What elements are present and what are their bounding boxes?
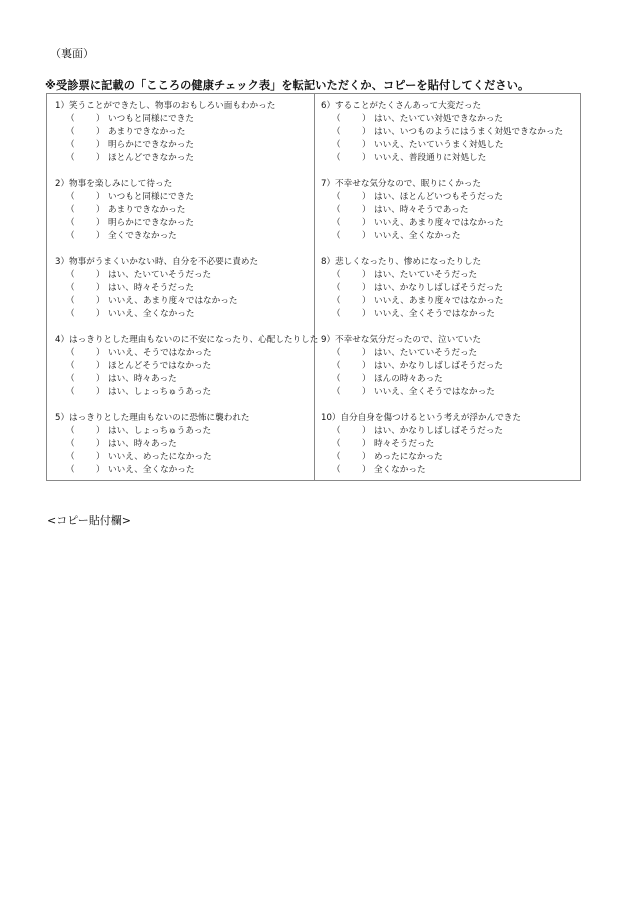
answer-checkbox-field[interactable]: [55, 126, 96, 139]
paren-close: ）: [362, 191, 371, 202]
question-title: 7）不幸せな気分なので、眠りにくかった: [321, 179, 481, 189]
answer-option-label: いつもと同様にできた: [108, 191, 194, 202]
paren-close: ）: [362, 269, 371, 280]
answer-option-label: はい、時々あった: [108, 373, 177, 384]
answer-option: [321, 386, 580, 399]
paren-close: ）: [96, 295, 105, 306]
answer-option-label: はい、時々そうであった: [374, 204, 469, 215]
answer-option: [55, 308, 314, 321]
answer-option: [55, 126, 314, 139]
paren-close: ）: [96, 451, 105, 462]
paren-open: （: [332, 438, 341, 449]
question-title: 6）することがたくさんあって大変だった: [321, 101, 482, 111]
answer-option: [55, 204, 314, 217]
answer-option-label: いつもと同様にできた: [108, 113, 194, 124]
paren-open: （: [66, 295, 75, 306]
answer-option-label: 時々そうだった: [374, 438, 435, 449]
answer-checkbox-field[interactable]: [55, 373, 96, 386]
page-side-label: （裏面）: [50, 47, 94, 60]
paren-open: （: [332, 360, 341, 371]
answer-checkbox-field[interactable]: [55, 308, 96, 321]
answer-option: [55, 217, 314, 230]
paren-close: ）: [362, 230, 371, 241]
answer-option: [321, 438, 580, 451]
question-block: [55, 334, 319, 412]
question-block: [321, 100, 580, 178]
paren-open: （: [332, 347, 341, 358]
paren-close: ）: [96, 282, 105, 293]
checklist-column-left: [47, 94, 319, 480]
paren-close: ）: [362, 451, 371, 462]
question-title: 10）自分自身を傷つけるという考えが浮かんできた: [321, 413, 521, 423]
paren-close: ）: [96, 191, 105, 202]
answer-option-label: はい、しょっちゅうあった: [108, 386, 212, 397]
answer-option-label: はい、たいてい対処できなかった: [374, 113, 503, 124]
answer-option: [55, 373, 314, 386]
answer-option: [321, 230, 580, 243]
answer-option-label: はい、たいていそうだった: [108, 269, 212, 280]
paren-open: （: [66, 386, 75, 397]
answer-checkbox-field[interactable]: [321, 126, 362, 139]
mental-health-checklist-table: [46, 93, 581, 481]
paren-open: （: [332, 425, 341, 436]
answer-option-label: はい、いつものようにはうまく対処できなかった: [374, 126, 564, 137]
paren-open: （: [332, 217, 341, 228]
paren-close: ）: [96, 217, 105, 228]
answer-option: [55, 269, 314, 282]
question-block: [55, 100, 314, 178]
answer-option-label: いいえ、そうではなかった: [108, 347, 212, 358]
answer-option: [321, 126, 580, 139]
paren-open: （: [66, 204, 75, 215]
paren-open: （: [66, 438, 75, 449]
paren-open: （: [332, 308, 341, 319]
paren-close: ）: [96, 139, 105, 150]
answer-option-label: 明らかにできなかった: [108, 217, 194, 228]
answer-option-label: ほとんどできなかった: [108, 152, 194, 163]
question-title: 2）物事を楽しみにして待った: [55, 179, 173, 189]
instruction-text: ※受診票に記載の「こころの健康チェック表」を転記いただくか、コピーを貼付してください。: [45, 79, 530, 92]
paren-close: ）: [96, 126, 105, 137]
paren-close: ）: [362, 347, 371, 358]
answer-checkbox-field[interactable]: [321, 373, 362, 386]
answer-option: [55, 191, 314, 204]
answer-option-label: あまりできなかった: [108, 204, 186, 215]
answer-option-label: あまりできなかった: [108, 126, 186, 137]
answer-option: [55, 360, 314, 373]
paren-close: ）: [96, 152, 105, 163]
answer-option: [55, 282, 314, 295]
paren-close: ）: [96, 360, 105, 371]
answer-option-label: いいえ、全くなかった: [374, 230, 461, 241]
answer-option: [321, 139, 580, 152]
answer-option: [321, 451, 580, 464]
question-block: [55, 256, 314, 334]
paren-open: （: [332, 113, 341, 124]
paren-close: ）: [96, 204, 105, 215]
paren-open: （: [332, 126, 341, 137]
question-title: 3）物事がうまくいかない時、自分を不必要に責めた: [55, 257, 259, 267]
answer-option-label: はい、しょっちゅうあった: [108, 425, 212, 436]
answer-option: [55, 425, 314, 438]
answer-option: [321, 191, 580, 204]
paren-close: ）: [362, 295, 371, 306]
answer-option-label: ほんの時々あった: [374, 373, 443, 384]
answer-option: [321, 347, 580, 360]
paren-open: （: [66, 217, 75, 228]
paren-open: （: [66, 308, 75, 319]
answer-option: [321, 308, 580, 321]
checklist-column-right: [315, 94, 580, 480]
answer-option: [55, 230, 314, 243]
answer-option: [321, 113, 580, 126]
answer-checkbox-field[interactable]: [55, 425, 96, 438]
paren-close: ）: [362, 438, 371, 449]
answer-option: [55, 113, 314, 126]
question-block: [321, 256, 580, 334]
answer-checkbox-field[interactable]: [321, 308, 362, 321]
paren-close: ）: [96, 230, 105, 241]
answer-checkbox-field[interactable]: [55, 139, 96, 152]
answer-option-label: いいえ、あまり度々ではなかった: [374, 295, 504, 306]
answer-checkbox-field[interactable]: [321, 204, 362, 217]
paren-close: ）: [96, 269, 105, 280]
answer-option: [55, 139, 314, 152]
answer-checkbox-field[interactable]: [321, 282, 362, 295]
paren-open: （: [66, 230, 75, 241]
answer-checkbox-field[interactable]: [321, 295, 362, 308]
answer-checkbox-field[interactable]: [55, 282, 96, 295]
paren-open: （: [332, 464, 341, 475]
answer-checkbox-field[interactable]: [55, 217, 96, 230]
paren-open: （: [66, 282, 75, 293]
answer-option-label: はい、かなりしばしばそうだった: [374, 282, 503, 293]
paren-close: ）: [362, 152, 371, 163]
answer-option-label: ほとんどそうではなかった: [108, 360, 212, 371]
paren-close: ）: [362, 360, 371, 371]
answer-checkbox-field[interactable]: [55, 295, 96, 308]
answer-option: [321, 295, 580, 308]
paren-open: （: [332, 269, 341, 280]
answer-option-label: いいえ、全くなかった: [108, 308, 195, 319]
answer-checkbox-field[interactable]: [55, 451, 96, 464]
answer-checkbox-field[interactable]: [55, 113, 96, 126]
answer-option-label: いいえ、全くそうではなかった: [374, 308, 495, 319]
answer-option: [321, 152, 580, 165]
answer-option-label: いいえ、全くなかった: [108, 464, 195, 475]
paren-close: ）: [96, 438, 105, 449]
answer-option: [321, 204, 580, 217]
answer-option: [55, 464, 314, 477]
answer-checkbox-field[interactable]: [321, 152, 362, 165]
paren-close: ）: [362, 373, 371, 384]
question-title: 8）悲しくなったり、惨めになったりした: [321, 257, 482, 267]
answer-checkbox-field[interactable]: [321, 451, 362, 464]
paren-close: ）: [362, 425, 371, 436]
paren-open: （: [66, 360, 75, 371]
paren-close: ）: [96, 373, 105, 384]
answer-option: [55, 386, 314, 399]
answer-option: [55, 438, 314, 451]
answer-option-label: はい、時々そうだった: [108, 282, 194, 293]
answer-option-label: はい、かなりしばしばそうだった: [374, 425, 503, 436]
paren-open: （: [332, 230, 341, 241]
question-block: [321, 178, 580, 256]
question-block: [55, 178, 314, 256]
answer-option-label: めったになかった: [374, 451, 443, 462]
answer-option-label: いいえ、あまり度々ではなかった: [374, 217, 504, 228]
answer-option: [55, 451, 314, 464]
answer-option: [321, 425, 580, 438]
answer-option: [55, 152, 314, 165]
answer-option-label: はい、時々あった: [108, 438, 177, 449]
question-block: [321, 334, 580, 412]
paren-open: （: [332, 282, 341, 293]
paren-close: ）: [362, 386, 371, 397]
answer-checkbox-field[interactable]: [321, 139, 362, 152]
answer-option-label: 明らかにできなかった: [108, 139, 194, 150]
paren-close: ）: [362, 282, 371, 293]
answer-option-label: 全くなかった: [374, 464, 426, 475]
paren-close: ）: [362, 308, 371, 319]
paren-open: （: [66, 425, 75, 436]
question-title: 4）はっきりとした理由もないのに不安になったり、心配したりした: [55, 335, 319, 345]
paren-open: （: [332, 451, 341, 462]
answer-checkbox-field[interactable]: [55, 438, 96, 451]
paren-open: （: [332, 386, 341, 397]
paren-open: （: [332, 191, 341, 202]
paren-close: ）: [96, 464, 105, 475]
answer-checkbox-field[interactable]: [321, 425, 362, 438]
answer-checkbox-field[interactable]: [321, 464, 362, 477]
answer-checkbox-field[interactable]: [321, 386, 362, 399]
paren-open: （: [66, 139, 75, 150]
answer-option-label: はい、かなりしばしばそうだった: [374, 360, 503, 371]
paren-close: ）: [96, 113, 105, 124]
answer-checkbox-field[interactable]: [321, 191, 362, 204]
paren-close: ）: [362, 464, 371, 475]
paren-open: （: [332, 295, 341, 306]
answer-checkbox-field[interactable]: [321, 360, 362, 373]
paren-open: （: [66, 126, 75, 137]
paren-open: （: [66, 464, 75, 475]
answer-checkbox-field[interactable]: [55, 464, 96, 477]
answer-option: [321, 217, 580, 230]
paren-close: ）: [362, 139, 371, 150]
answer-checkbox-field[interactable]: [321, 269, 362, 282]
paren-open: （: [66, 451, 75, 462]
answer-checkbox-field[interactable]: [55, 191, 96, 204]
answer-checkbox-field[interactable]: [55, 230, 96, 243]
answer-option-label: いいえ、普段通りに対処した: [374, 152, 487, 163]
answer-checkbox-field[interactable]: [55, 347, 96, 360]
paren-close: ）: [362, 217, 371, 228]
paren-close: ）: [362, 113, 371, 124]
answer-option-label: いいえ、あまり度々ではなかった: [108, 295, 238, 306]
answer-option: [321, 373, 580, 386]
paren-close: ）: [96, 425, 105, 436]
answer-checkbox-field[interactable]: [55, 152, 96, 165]
answer-checkbox-field[interactable]: [321, 113, 362, 126]
paren-open: （: [332, 373, 341, 384]
answer-option-label: いいえ、全くそうではなかった: [374, 386, 495, 397]
paren-close: ）: [96, 347, 105, 358]
paren-open: （: [66, 347, 75, 358]
paren-close: ）: [362, 126, 371, 137]
question-title: 9）不幸せな気分だったので、泣いていた: [321, 335, 481, 345]
answer-checkbox-field[interactable]: [55, 360, 96, 373]
answer-option: [321, 464, 580, 477]
answer-checkbox-field[interactable]: [55, 386, 96, 399]
paren-open: （: [66, 152, 75, 163]
paren-close: ）: [362, 204, 371, 215]
answer-option: [55, 295, 314, 308]
paren-open: （: [332, 152, 341, 163]
answer-option-label: はい、ほとんどいつもそうだった: [374, 191, 503, 202]
question-title: 1）笑うことができたし、物事のおもしろい面もわかった: [55, 101, 276, 111]
answer-option: [321, 269, 580, 282]
paren-open: （: [66, 269, 75, 280]
copy-paste-area-label: <コピー貼付欄>: [47, 514, 131, 527]
paren-open: （: [332, 204, 341, 215]
paren-close: ）: [96, 386, 105, 397]
answer-option: [321, 360, 580, 373]
answer-checkbox-field[interactable]: [321, 217, 362, 230]
answer-checkbox-field[interactable]: [321, 438, 362, 451]
answer-checkbox-field[interactable]: [321, 347, 362, 360]
paren-open: （: [66, 191, 75, 202]
answer-option: [55, 347, 314, 360]
question-block: [55, 412, 314, 490]
answer-option-label: いいえ、めったになかった: [108, 451, 212, 462]
answer-option-label: はい、たいていそうだった: [374, 269, 478, 280]
paren-open: （: [66, 373, 75, 384]
paren-open: （: [332, 139, 341, 150]
answer-checkbox-field[interactable]: [55, 269, 96, 282]
paren-open: （: [66, 113, 75, 124]
answer-checkbox-field[interactable]: [321, 230, 362, 243]
answer-option: [321, 282, 580, 295]
answer-option-label: 全くできなかった: [108, 230, 177, 241]
answer-checkbox-field[interactable]: [55, 204, 96, 217]
paren-close: ）: [96, 308, 105, 319]
question-block: [321, 412, 580, 490]
question-title: 5）はっきりとした理由もないのに恐怖に襲われた: [55, 413, 250, 423]
answer-option-label: はい、たいていそうだった: [374, 347, 478, 358]
answer-option-label: いいえ、たいていうまく対処した: [374, 139, 504, 150]
